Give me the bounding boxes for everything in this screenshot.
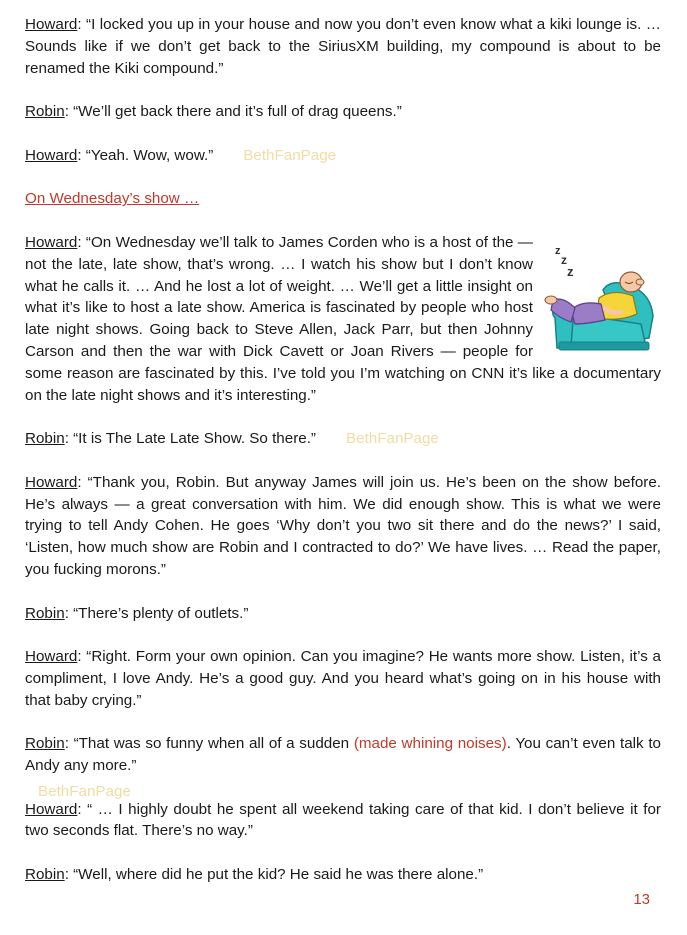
paragraph-robin-3 [25,603,661,625]
paragraph-howard-5 [25,646,661,711]
watermark: BethFanPage [38,783,131,800]
section-heading-text: On Wednesday’s show … [25,190,200,208]
dialogue-text: : “On Wednesday we’ll talk to James Corden who is a host of the — not the late, late show, that’s wrong. … I watch his show but I don’t know what he calls it. … And he lost a lot of weight. … We’ll get a little insight on what it’s like to host a late show. America is fascinated by people who host late night shows. Going back to Steve Allen, Jack Parr, but then Johnny Carson and then the war with Dick Cavett or Joan Rivers — people for some reason are fascinated by this. I’ve told you I’m watching on CNN it’s like a documentary on the late night shows and it’s interesting.” [25,233,661,404]
speaker-name: Robin [25,103,65,121]
dialogue-text: : “There’s plenty of outlets.” [64,604,249,622]
dialogue-text: : “That was so funny when all of a sudden [64,735,354,753]
page-number: 13 [633,891,650,908]
dialogue-text: : “We’ll get back there and it’s full of drag queens.” [64,103,402,121]
paragraph-robin-4 [25,733,661,777]
speaker-name: Robin [25,604,65,622]
speaker-name: Howard [25,800,78,818]
transcript-page [25,14,661,908]
speaker-name: Howard [25,473,78,491]
sleeping-man-illustration [541,238,661,356]
speaker-name: Howard [25,233,78,251]
paragraph-robin-2 [25,428,661,450]
svg-text:z: z [567,263,574,279]
dialogue-text: . You can’t even talk to Andy any more.” [25,735,661,775]
dialogue-text: : “Right. Form your own opinion. Can you imagine? He wants more show. Listen, it’s a compliment, I love Andy. He’s a good guy. And you heard what’s going on in his house with that baby crying.” [25,648,661,709]
dialogue-text: : “Thank you, Robin. But anyway James will join us. He’s been on the show before. He’s always — a great conversation with him. We did enough show. This is what we were trying to tell Andy Cohen. He goes ‘Why don’t you two sit there and do the news?’ I said, ‘Listen, how much show are Robin and I contracted to do?’ We have lives. … Read the paper, you fucking morons.” [25,473,661,578]
speaker-name: Howard [25,648,78,666]
stage-direction: (made whining noises) [353,735,507,753]
speaker-name: Robin [25,430,65,448]
paragraph-robin-5 [25,864,661,886]
paragraph-howard-2 [25,145,661,167]
section-heading [25,188,661,210]
paragraph-robin-1 [25,101,661,123]
dialogue-text: : “It is The Late Late Show. So there.” [64,430,316,448]
paragraph-howard-1 [25,14,661,79]
dialogue-text: : “ … I highly doubt he spent all weekend taking care of that kid. I don’t believe it for two seconds flat. There’s no way.” [25,800,661,840]
speaker-name: Howard [25,146,78,164]
speaker-name: Robin [25,866,65,884]
svg-text:z: z [555,244,561,257]
watermark: BethFanPage [346,430,439,448]
paragraph-howard-6 [25,799,661,843]
paragraph-howard-3 [25,232,661,406]
speaker-name: Howard [25,16,78,33]
dialogue-text: : “Well, where did he put the kid? He said he was there alone.” [64,866,484,884]
svg-text:z: z [561,252,567,267]
dialogue-text: : “Yeah. Wow, wow.” [77,146,214,164]
speaker-name: Robin [25,735,65,753]
dialogue-text: : “I locked you up in your house and now you don’t even know what a kiki lounge is. … Sounds like if we don’t get back to the SiriusXM building, my compound is about to be renamed the Kiki compound.” [25,16,661,77]
paragraph-howard-4 [25,472,661,581]
watermark: BethFanPage [243,146,337,164]
